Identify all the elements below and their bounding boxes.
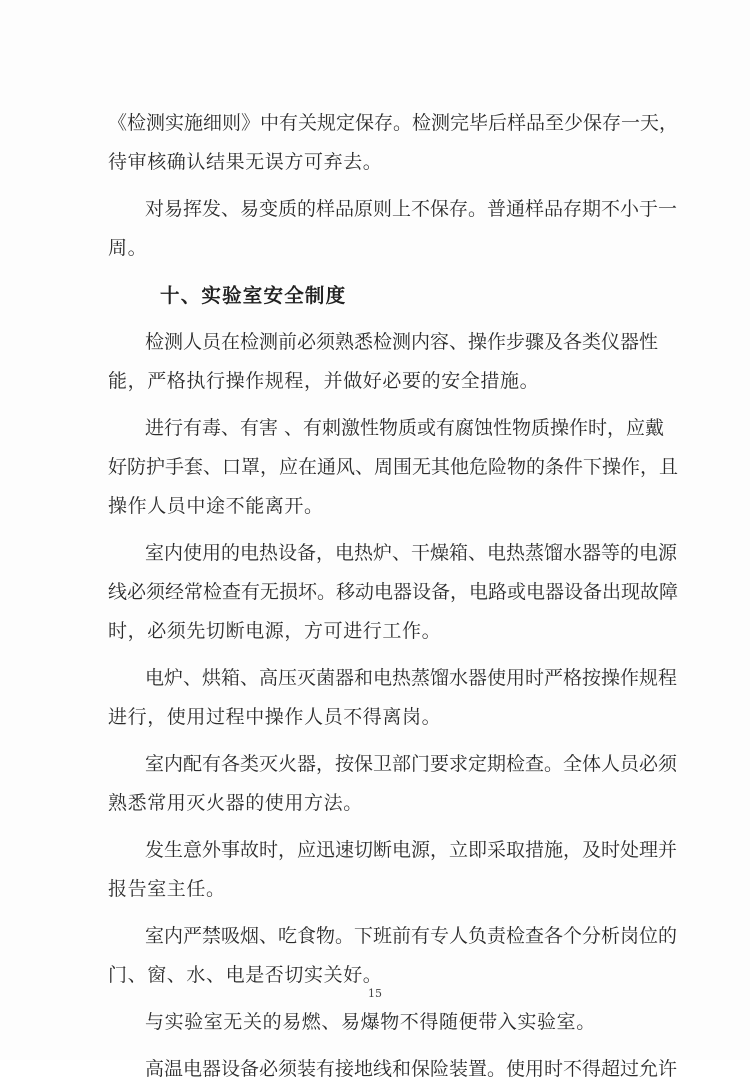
text-line: 操作人员中途不能离开。 [108, 495, 324, 517]
paragraph-gap [108, 1042, 648, 1050]
document-body [108, 104, 679, 1089]
text-line: 进行有毒、有害 、有刺激性物质或有腐蚀性物质操作时，应戴 [145, 417, 665, 439]
text-line: 能，严格执行操作规程，并做好必要的安全措施。 [108, 370, 540, 392]
text-line: 室内使用的电热设备，电热炉、干燥箱、电热蒸馏水器等的电源 [145, 542, 678, 564]
paragraph-gap [108, 526, 648, 534]
text-line: 熟悉常用灭火器的使用方法。 [108, 792, 363, 814]
text-line: 室内严禁吸烟、吃食物。下班前有专人负责检查各个分析岗位的 [145, 925, 678, 947]
paragraph-gap [108, 315, 648, 323]
text-line: 室内配有各类灭火器，按保卫部门要求定期检查。全体人员必须 [145, 753, 678, 775]
section-heading: 十、实验室安全制度 [160, 284, 347, 307]
paragraph-gap [108, 401, 648, 409]
text-line: 门、窗、水、电是否切实关好。 [108, 964, 383, 986]
paragraph-gap [108, 651, 648, 659]
paragraph-gap [108, 182, 648, 190]
paragraph-gap [108, 909, 648, 917]
text-line: 时，必须先切断电源，方可进行工作。 [108, 620, 442, 642]
page-number: 15 [368, 987, 382, 1000]
text-line: 好防护手套、口罩，应在通风、周围无其他危险物的条件下操作，且 [108, 456, 679, 478]
text-line: 与实验室无关的易燃、易爆物不得随便带入实验室。 [145, 1011, 596, 1033]
text-line: 高温电器设备必须装有接地线和保险装置。使用时不得超过允许 [145, 1058, 678, 1080]
text-line: 《检测实施细则》中有关规定保存。检测完毕后样品至少保存一天， [108, 112, 679, 134]
text-line: 进行，使用过程中操作人员不得离岗。 [108, 706, 442, 728]
text-line: 对易挥发、易变质的样品原则上不保存。普通样品存期不小于一 [145, 198, 678, 220]
text-line: 电炉、烘箱、高压灭菌器和电热蒸馏水器使用时严格按操作规程 [145, 667, 678, 689]
text-line: 发生意外事故时，应迅速切断电源，立即采取措施，及时处理并 [145, 839, 678, 861]
text-line: 周。 [108, 237, 148, 259]
paragraph-gap [108, 823, 648, 831]
text-line: 线必须经常检查有无损坏。移动电器设备，电路或电器设备出现故障 [108, 581, 679, 603]
paragraph-gap [108, 268, 648, 276]
text-line: 待审核确认结果无误方可弃去。 [108, 151, 383, 173]
text-line: 报告室主任。 [108, 878, 226, 900]
text-line: 检测人员在检测前必须熟悉检测内容、操作步骤及各类仪器性 [145, 331, 659, 353]
paragraph-gap [108, 737, 648, 745]
